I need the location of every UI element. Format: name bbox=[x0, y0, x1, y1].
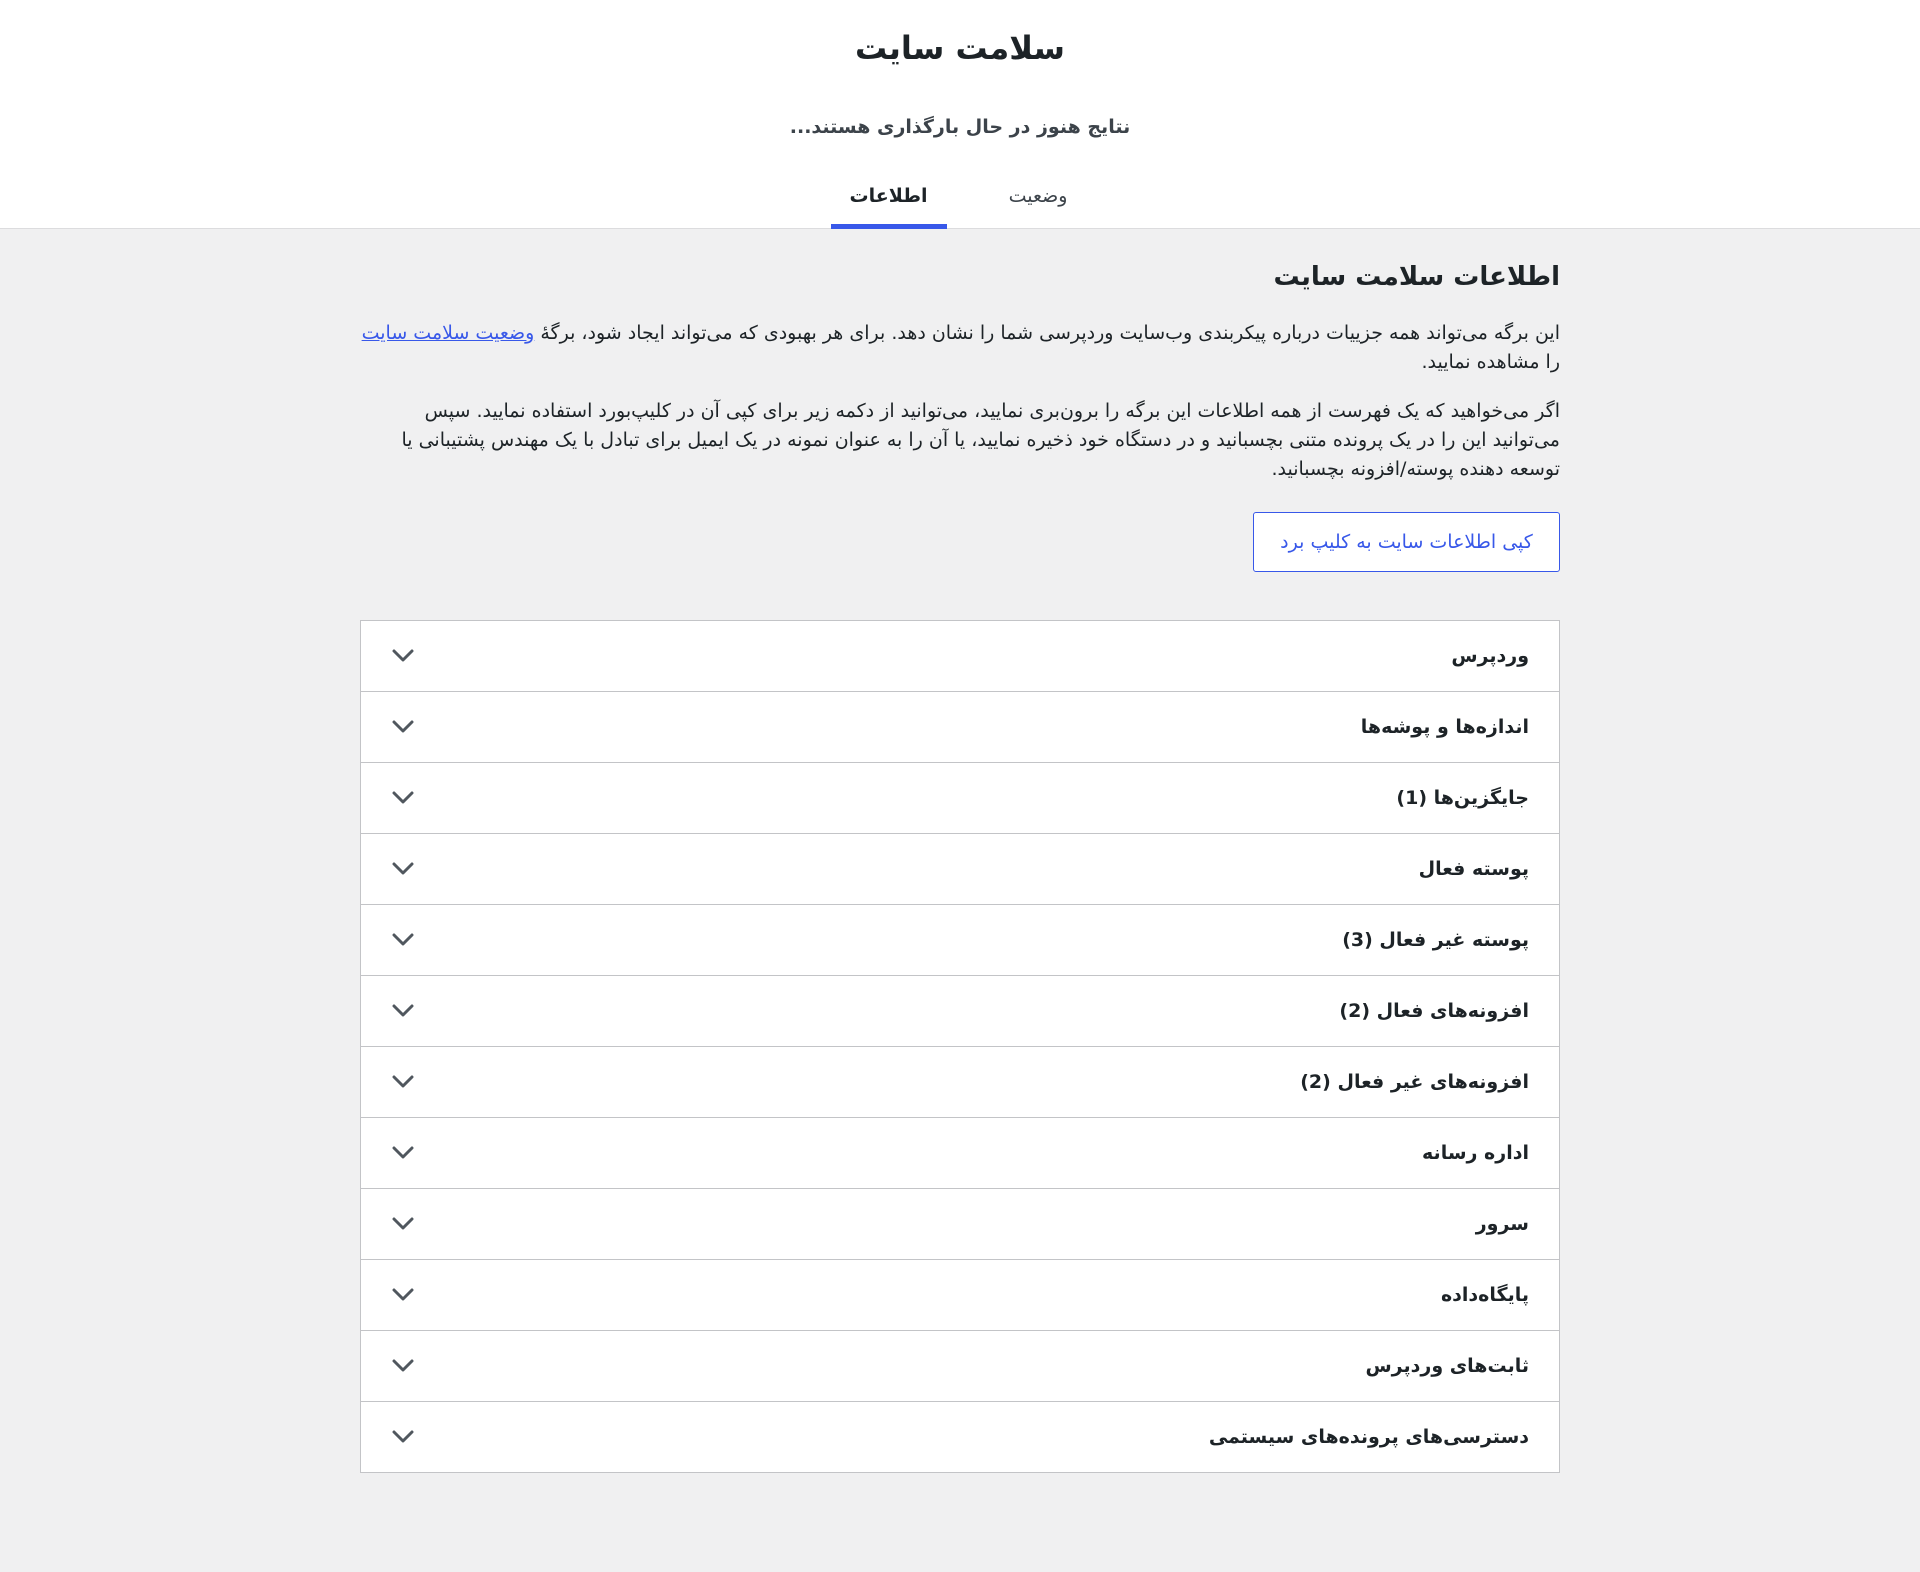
chevron-down-icon bbox=[391, 786, 415, 810]
accordion-item-inactive-plugins[interactable] bbox=[361, 1047, 1559, 1118]
page-title: سلامت سایت bbox=[855, 29, 1065, 67]
accordion-item-active-theme[interactable] bbox=[361, 834, 1559, 905]
accordion-label: اندازه‌ها و پوشه‌ها bbox=[1360, 716, 1529, 738]
page-header bbox=[0, 0, 1920, 229]
site-health-status-link[interactable]: وضعیت سلامت سایت bbox=[361, 322, 535, 344]
chevron-down-icon bbox=[391, 1070, 415, 1094]
accordion-label: سرور bbox=[1475, 1213, 1529, 1235]
accordion-item-inactive-themes[interactable] bbox=[361, 905, 1559, 976]
chevron-down-icon bbox=[391, 1283, 415, 1307]
accordion-item-constants[interactable] bbox=[361, 1331, 1559, 1402]
accordion-item-dropins[interactable] bbox=[361, 763, 1559, 834]
accordion-item-directories[interactable] bbox=[361, 692, 1559, 763]
chevron-down-icon bbox=[391, 1425, 415, 1449]
tab-nav bbox=[0, 170, 1920, 229]
info-accordion bbox=[360, 620, 1560, 1473]
chevron-down-icon bbox=[391, 644, 415, 668]
accordion-label: پوسته غیر فعال (3) bbox=[1342, 929, 1529, 951]
accordion-label: افزونه‌های غیر فعال (2) bbox=[1300, 1071, 1529, 1093]
tab-status[interactable]: وضعیت bbox=[1008, 185, 1068, 207]
accordion-label: جایگزین‌ها (1) bbox=[1396, 787, 1529, 809]
accordion-label: اداره رسانه bbox=[1422, 1142, 1529, 1164]
intro-text-end: را مشاهده نمایید. bbox=[1421, 351, 1560, 373]
intro-paragraph bbox=[360, 319, 1560, 377]
chevron-down-icon bbox=[391, 1354, 415, 1378]
accordion-item-server[interactable] bbox=[361, 1189, 1559, 1260]
chevron-down-icon bbox=[391, 857, 415, 881]
accordion-label: پایگاه‌داده bbox=[1440, 1284, 1529, 1306]
accordion-item-filesystem[interactable] bbox=[361, 1402, 1559, 1472]
section-title: اطلاعات سلامت سایت bbox=[1273, 262, 1560, 292]
tab-info[interactable]: اطلاعات bbox=[831, 170, 947, 229]
loading-status: نتایج هنوز در حال بارگذاری هستند... bbox=[789, 116, 1131, 138]
export-paragraph: اگر می‌خواهید که یک فهرست از همه اطلاعات این برگه را برون‌بری نمایید، می‌توانید از دکمه زیر برای کپی آن در کلیپ‌بورد استفاده نمایید. سپس می‌توانید این را در یک پرونده متنی بچسبانید و در دستگاه خود ذخیره نمایید، یا آن را به عنوان نمونه در یک ایمیل برای تبادل با یک مهندس پشتیبانی یا توسعه دهنده پوسته/افزونه بچسبانید. bbox=[401, 400, 1560, 480]
intro-text: این برگه می‌تواند همه جزییات درباره پیکربندی وب‌سایت وردپرسی شما را نشان دهد. برای هر بهبودی که می‌تواند ایجاد شود، برگهٔ bbox=[534, 322, 1560, 344]
copy-row bbox=[360, 512, 1560, 572]
accordion-item-active-plugins[interactable] bbox=[361, 976, 1559, 1047]
accordion-label: افزونه‌های فعال (2) bbox=[1339, 1000, 1529, 1022]
chevron-down-icon bbox=[391, 1141, 415, 1165]
main-content bbox=[360, 229, 1560, 1473]
accordion-label: پوسته فعال bbox=[1418, 858, 1529, 880]
accordion-label: دسترسی‌های پرونده‌های سیستمی bbox=[1208, 1426, 1529, 1448]
chevron-down-icon bbox=[391, 1212, 415, 1236]
copy-to-clipboard-button[interactable]: کپی اطلاعات سایت به کلیپ برد bbox=[1253, 512, 1560, 572]
accordion-item-wordpress[interactable] bbox=[361, 621, 1559, 692]
accordion-label: ثابت‌های وردپرس bbox=[1365, 1355, 1529, 1377]
chevron-down-icon bbox=[391, 928, 415, 952]
chevron-down-icon bbox=[391, 999, 415, 1023]
chevron-down-icon bbox=[391, 715, 415, 739]
accordion-label: وردپرس bbox=[1451, 645, 1529, 667]
accordion-item-database[interactable] bbox=[361, 1260, 1559, 1331]
accordion-item-media[interactable] bbox=[361, 1118, 1559, 1189]
